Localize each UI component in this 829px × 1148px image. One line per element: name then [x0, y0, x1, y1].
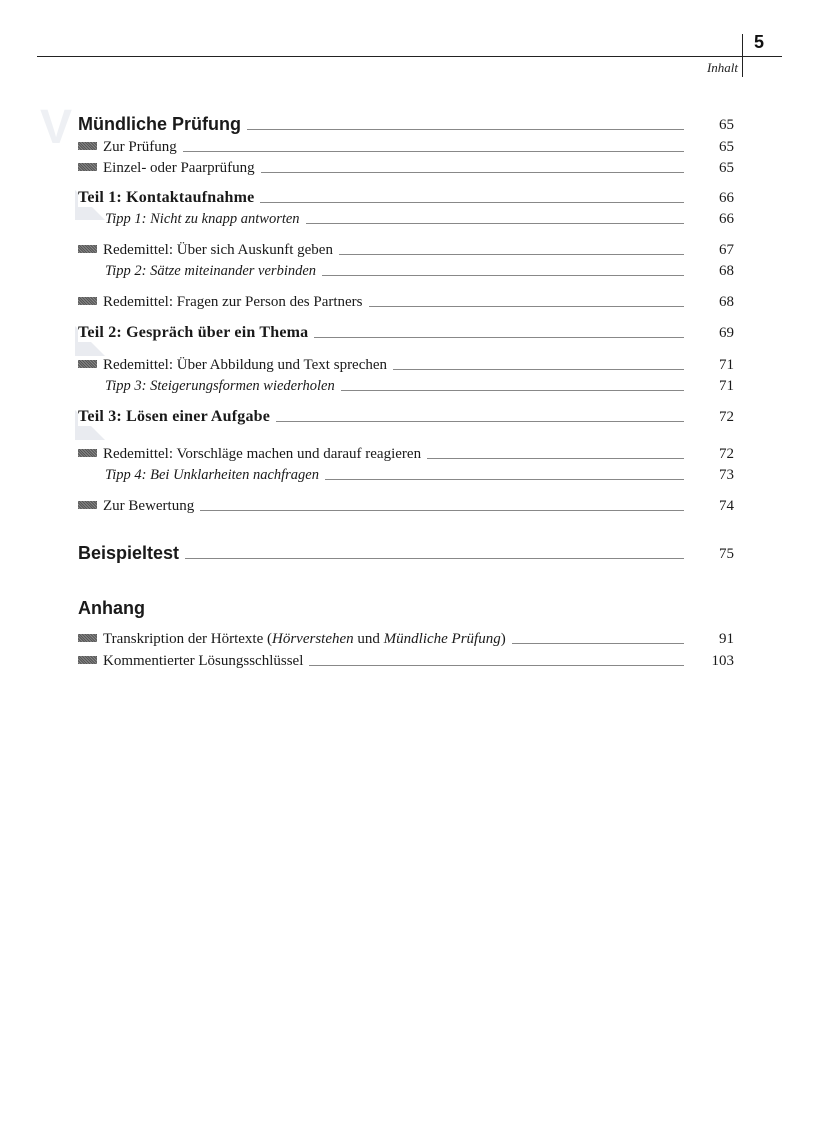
leader-line — [185, 558, 684, 559]
toc-page-number: 69 — [719, 325, 734, 341]
toc-heading-anhang — [78, 596, 734, 618]
toc-page-number: 65 — [719, 117, 734, 133]
toc-entry-tipp-1[interactable] — [105, 206, 734, 228]
toc-page-number: 91 — [719, 631, 734, 647]
toc-entry-transkription[interactable] — [78, 626, 734, 648]
leader-line — [200, 510, 684, 511]
leader-line — [261, 172, 684, 173]
toc-entry-label: Zur Prüfung — [103, 139, 177, 155]
section-label: Inhalt — [706, 60, 738, 75]
leader-line — [427, 458, 684, 459]
page-number: 5 — [754, 32, 765, 52]
toc-entry-label: Tipp 2: Sätze miteinander verbinden — [105, 263, 317, 279]
toc-page-number: 67 — [719, 242, 734, 258]
toc-entry-teil-3[interactable] — [78, 404, 734, 426]
toc-entry-label-italic: Hörverstehen — [272, 631, 354, 647]
toc-page-number: 74 — [719, 498, 734, 514]
toc-page-number: 68 — [719, 263, 734, 279]
square-bullet-icon — [78, 163, 97, 171]
toc-entry-label: Redemittel: Über Abbildung und Text sprechen — [103, 357, 388, 373]
toc-page-number: 72 — [719, 409, 734, 425]
leader-line — [341, 390, 684, 391]
toc-entry-label: Teil 1: Kontaktaufnahme — [78, 189, 255, 206]
toc-entry-tipp-2[interactable] — [105, 258, 734, 280]
toc-page-number: 75 — [719, 546, 734, 562]
leader-line — [322, 275, 684, 276]
square-bullet-icon — [78, 501, 97, 509]
toc-entry-label: Kommentierter Lösungsschlüssel — [103, 653, 304, 669]
toc-heading-muendliche-pruefung[interactable] — [78, 112, 734, 134]
leader-line — [369, 306, 684, 307]
toc-entry-zur-bewertung[interactable] — [78, 493, 734, 515]
toc-page-number: 65 — [719, 160, 734, 176]
toc-entry-label-italic: Mündliche Prüfung — [383, 631, 501, 647]
bleed-through-watermark: V — [40, 101, 73, 154]
toc-entry-label: Tipp 4: Bei Unklarheiten nachfragen — [105, 467, 319, 483]
toc-entry-label: Tipp 3: Steigerungsformen wiederholen — [105, 378, 335, 394]
leader-line — [325, 479, 684, 480]
leader-line — [306, 223, 684, 224]
toc-entry-label-prefix: Transkription der Hörtexte ( — [103, 631, 272, 647]
toc-heading-label: Anhang — [78, 598, 145, 618]
toc-entry-tipp-3[interactable] — [105, 373, 734, 395]
toc-heading-beispieltest[interactable] — [78, 541, 734, 563]
leader-line — [314, 337, 684, 338]
leader-line — [339, 254, 684, 255]
leader-line — [512, 643, 684, 644]
toc-entry-redemittel-abbildung[interactable] — [78, 352, 734, 374]
toc-entry-loesungsschluessel[interactable] — [78, 648, 734, 670]
toc-entry-label: Einzel- oder Paarprüfung — [103, 160, 255, 176]
toc-entry-label: Redemittel: Fragen zur Person des Partners — [103, 294, 363, 310]
toc-entry-label: Redemittel: Vorschläge machen und darauf reagieren — [103, 446, 422, 462]
toc-page-number: 65 — [719, 139, 734, 155]
leader-line — [183, 151, 684, 152]
toc-entry-label-suffix: ) — [500, 631, 506, 647]
toc-entry-label: Teil 2: Gespräch über ein Thema — [78, 324, 309, 341]
toc-entry-tipp-4[interactable] — [105, 462, 734, 484]
toc-entry-teil-2[interactable] — [78, 320, 734, 342]
square-bullet-icon — [78, 297, 97, 305]
toc-entry-redemittel-fragen[interactable] — [78, 289, 734, 311]
toc-entry-label: Redemittel: Über sich Auskunft geben — [103, 242, 333, 258]
toc-entry-label: Zur Bewertung — [103, 498, 195, 514]
square-bullet-icon — [78, 360, 97, 368]
toc-entry-redemittel-vorschlaege[interactable] — [78, 441, 734, 463]
toc-entry-label: Tipp 1: Nicht zu knapp antworten — [105, 211, 300, 227]
square-bullet-icon — [78, 634, 97, 642]
toc-entry-label: Teil 3: Lösen einer Aufgabe — [78, 408, 271, 425]
leader-line — [309, 665, 683, 666]
toc-page-number: 103 — [711, 653, 734, 669]
header-divider — [742, 34, 743, 77]
toc-page-number: 66 — [719, 211, 734, 227]
leader-line — [393, 369, 684, 370]
square-bullet-icon — [78, 142, 97, 150]
toc-page-number: 66 — [719, 190, 734, 206]
toc-heading-label: Mündliche Prüfung — [78, 114, 241, 134]
toc-page-number: 71 — [719, 378, 734, 394]
toc-entry-zur-pruefung[interactable] — [78, 134, 734, 156]
toc-entry-redemittel-auskunft[interactable] — [78, 237, 734, 259]
toc-page-number: 72 — [719, 446, 734, 462]
toc-page-number: 73 — [719, 467, 734, 483]
toc-heading-label: Beispieltest — [78, 543, 180, 563]
square-bullet-icon — [78, 449, 97, 457]
leader-line — [260, 202, 684, 203]
toc-entry-einzel-paarpruefung[interactable] — [78, 155, 734, 177]
toc-page-number: 68 — [719, 294, 734, 310]
toc-entry-label-middle: und — [353, 631, 384, 647]
square-bullet-icon — [78, 656, 97, 664]
leader-line — [276, 421, 684, 422]
square-bullet-icon — [78, 245, 97, 253]
toc-page-number: 71 — [719, 357, 734, 373]
toc-entry-teil-1[interactable] — [78, 185, 734, 207]
leader-line — [247, 129, 684, 130]
header-rule — [37, 56, 782, 57]
